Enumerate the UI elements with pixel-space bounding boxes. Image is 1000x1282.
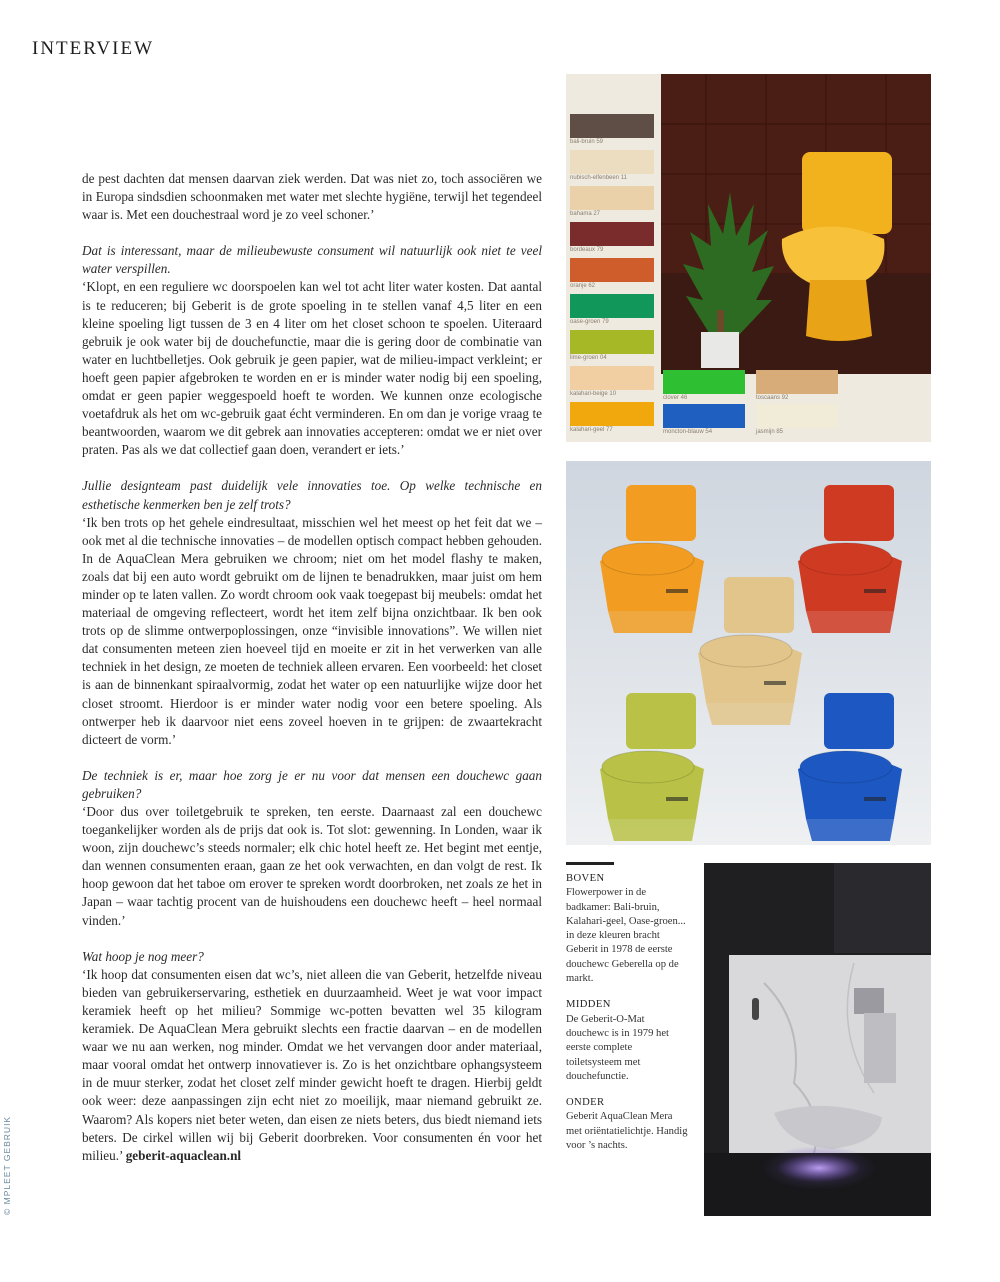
colour-swatch: [570, 114, 654, 138]
omat-illustration: [566, 461, 931, 845]
caption-body: Geberit AquaClean Mera met oriëntatielichtje. Handig voor ’s nachts.: [566, 1111, 688, 1152]
swatch-label: kalahari-beige 10: [570, 391, 617, 397]
swatch-label: clover 46: [663, 395, 688, 401]
swatch-label: moncton-blauw 54: [663, 429, 713, 435]
article-paragraph: ‘Door dus over toiletgebruik te spreken, ten eerste. Daarnaast zal een douchewc toegankelijker worden als de prijs dat ook is. Tot slot: gewenning. In Londen, waar ik woon, zijn douchewc’s steeds normaler; elk chic hotel heeft ze. Het begint met eentje, dan wennen consumenten eraan, gaan ze het ook verwachten, en dan volgt de rest. Ik hoop gewoon dat het taboe om erover te spreken wordt doorbroken, net zoals ze het in Japan – waar tachtig procent van de huishoudens een douchewc heeft – heel normaal vinden.’: [82, 804, 542, 928]
colour-swatch: [756, 404, 838, 428]
colour-swatch: [570, 402, 654, 426]
swatch-label: bordeaux 79: [570, 247, 604, 253]
photo-geberit-o-mat: [566, 461, 931, 845]
caption-heading: MIDDEN: [566, 999, 611, 1011]
swatch-label: nubisch-elfenbeen 11: [570, 175, 627, 181]
interview-question: Wat hoop je nog meer?: [82, 948, 204, 964]
swatch-label: lime-groen 04: [570, 355, 607, 361]
aquaclean-illustration: [704, 863, 931, 1216]
colour-swatch: [663, 370, 745, 394]
article-paragraph: ‘Ik ben trots op het gehele eindresultaat, misschien wel het meest op het feit dat we – ook met al die technische innovaties – de modellen optisch compact hebben gehouden. In de AquaClean Mera gebruiken we chroom; niet om het model flashy te maken, zoals dat bij een auto wordt gebruikt om de lijnen te benadrukken, maar juist om hem minder op te laten vallen. Zo wordt chroom ook vaak toegepast bij meubels: omdat het materiaal de omgeving reflecteert, wordt het item zelf bijna onzichtbaar. Ik ben ook trots op de slimme ontwerpoplossingen, onze “invisible innovations”. We willen niet dat consumenten meteen zien hoeveel tijd en moeite er zit in het verwerken van alle techniek in het design, ze moeten de techniek alleen ervaren. Een voorbeeld: het closet is aan de binnenkant spiraalvormig, zodat het water op een natuurlijke wijze door het closet stroomt. Hierdoor is er minder water nodig voor een betere spoeling. Als ontwerper heb ik daarvoor niet eens zoveel hoeven in te grijpen: de zwaartekracht dicteert de vorm.’: [82, 514, 542, 747]
caption-rule: [566, 862, 614, 865]
article-body: [82, 170, 542, 1183]
swatch-label: bali-bruin 59: [570, 139, 604, 145]
website-link[interactable]: geberit-aquaclean.nl: [125, 1147, 242, 1163]
photo-colour-swatches: [566, 74, 931, 442]
colour-swatch: [663, 404, 745, 428]
colour-swatch: [756, 370, 838, 394]
interview-question: Dat is interessant, maar de milieubewuste consument wil natuurlijk ook niet te veel water verspillen.: [82, 243, 542, 277]
article-paragraph: ‘Klopt, en een reguliere wc doorspoelen kan wel tot acht liter water kosten. Dat aantal is te reduceren; bij Geberit is de grote spoeling in te stellen vanaf 4,5 liter en een kleine spoeling ligt tussen de 3 en 4 liter om het closet schoon te spoelen. Uiteraard gebruik je ook water bij de douchefunctie, maar die is gering door de combinatie van water en luchtbelletjes. Ook gebruik je geen papier, wat de milieu-impact verkleint; er hoeft geen papier afgebroken te worden en er is minder water nodig bij een spoeling, omdat er geen papier weggespoeld hoeft te worden. We kunnen onze ecologische voetafdruk als het om wc-gebruik gaat écht verminderen. En om dan je vorige vraag te beantwoorden, waarom we dit gebrek aan innovaties accepteren: omdat we er niet over praten. Pas als we dat collectief gaan doen, verandert er iets.’: [82, 279, 542, 458]
colour-swatch: [570, 186, 654, 210]
colour-swatch: [570, 258, 654, 282]
colour-swatch: [570, 150, 654, 174]
colour-swatch: [570, 330, 654, 354]
swatch-label: toscaans 92: [756, 395, 789, 401]
caption-heading: ONDER: [566, 1097, 605, 1109]
caption-body: De Geberit-O-Mat douchewc is in 1979 het eerste complete toiletsysteem met douchefunctie.: [566, 1013, 669, 1082]
colour-swatch: [570, 222, 654, 246]
section-label: INTERVIEW: [32, 38, 154, 59]
photo-aquaclean-mera: [704, 863, 931, 1216]
swatch-label: kalahari-geel 77: [570, 427, 613, 433]
interview-question: Jullie designteam past duidelijk vele innovaties toe. Op welke technische en esthetische kenmerken ben je zelf trots?: [82, 478, 542, 512]
interview-question: De techniek is er, maar hoe zorg je er nu voor dat mensen een douchewc gaan gebruiken?: [82, 767, 542, 801]
caption-body: Flowerpower in de badkamer: Bali-bruin, Kalahari-geel, Oase-groen... in deze kleuren bracht Geberit in 1978 de eerste douchewc Geberella op de markt.: [566, 887, 686, 985]
swatch-label: bahama 27: [570, 211, 601, 217]
article-paragraph-last: [82, 966, 542, 1165]
photo-credit: © MPLEET GEBRUIK: [2, 1115, 12, 1215]
swatch-label: jasmijn 85: [756, 429, 784, 435]
article-paragraph-text: ‘Ik hoop dat consumenten eisen dat wc’s, niet alleen die van Geberit, hetzelfde niveau bieden van gebruikerservaring, esthetiek en duurzaamheid. Weet je wat voor impact keramiek heeft op het milieu? Sommige wc-potten bevatten wel 35 kilogram keramiek. De AquaClean Mera gebruikt slechts een fractie daarvan – en de modellen waar we nu aan werken, nog minder. Omdat we het vervangen door ander materiaal, maar vooral omdat het ontwerp innovatiever is. Zo is het onzichtbare ophangsysteem in de muur sterker, zodat het closet zelf minder gewicht hoeft te dragen. Hierbij geldt ook weer: deze aanpassingen zijn echt niet zo moeilijk, maar niemand gebruikt ze. Waarom? Als kopers niet beter weten, dan eisen ze niets beters, dus biedt niemand iets beters. De cirkel willen wij bij Geberit doorbreken. Voor consumenten én voor het milieu.’: [82, 966, 542, 1163]
caption-heading: BOVEN: [566, 873, 605, 884]
photo-captions: [566, 872, 690, 1165]
colour-swatch: [570, 294, 654, 318]
swatch-label: oranje 62: [570, 283, 596, 289]
swatch-label: oase-groen 79: [570, 319, 609, 325]
colour-swatch: [570, 366, 654, 390]
article-paragraph: de pest dachten dat mensen daarvan ziek werden. Dat was niet zo, toch associëren we in Europa sindsdien schoonmaken met water met slechte hygiëne, terwijl het tegendeel waar is. Met een douchestraal word je zo veel schoner.’: [82, 171, 542, 223]
